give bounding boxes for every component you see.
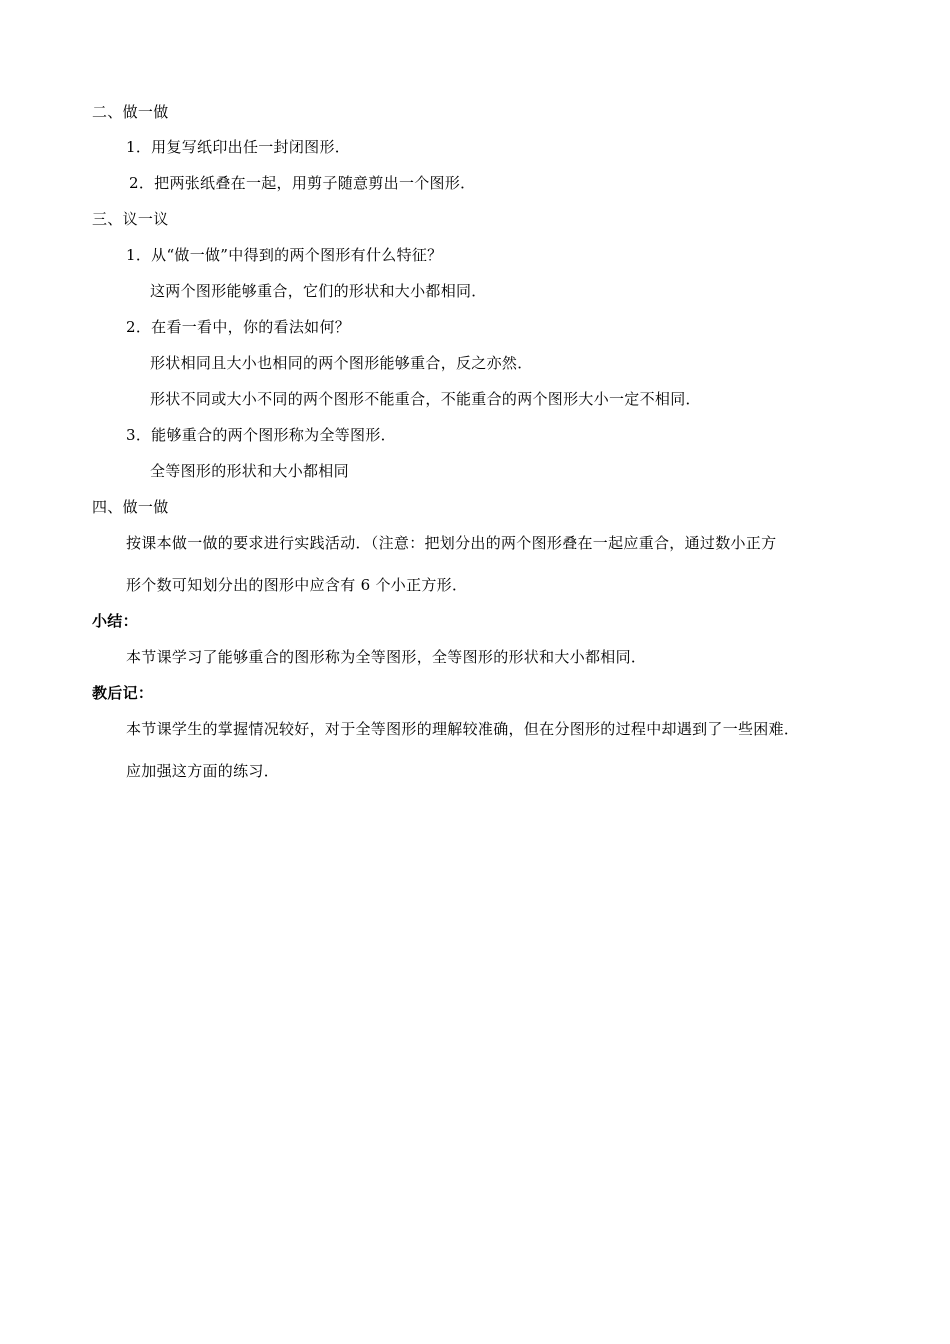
list-item: 1．用复写纸印出任一封闭图形．: [126, 138, 351, 156]
answer-text: 形状不同或大小不同的两个图形不能重合，不能重合的两个图形大小一定不相同．: [150, 390, 701, 408]
reflection-text: 应加强这方面的练习．: [126, 762, 280, 780]
paragraph-line: 形个数可知划分出的图形中应含有 6 个小正方形．: [126, 576, 468, 594]
answer-text: 全等图形的形状和大小都相同: [150, 462, 349, 480]
summary-heading: 小结：: [92, 612, 138, 630]
paragraph-line: 按课本做一做的要求进行实践活动．（注意：把划分出的两个图形叠在一起应重合，通过数小正方: [126, 534, 777, 552]
section-heading-zuoyizuo-2: 四、做一做: [92, 498, 169, 516]
answer-text: 形状相同且大小也相同的两个图形能够重合，反之亦然．: [150, 354, 533, 372]
question-item: 3．能够重合的两个图形称为全等图形．: [126, 426, 396, 444]
reflection-text: 本节课学生的掌握情况较好，对于全等图形的理解较准确，但在分图形的过程中却遇到了一些困难．: [126, 720, 800, 738]
question-item: 2．在看一看中，你的看法如何？: [126, 318, 351, 336]
question-item: 1．从“做一做”中得到的两个图形有什么特征？: [126, 246, 443, 264]
list-item: 2．把两张纸叠在一起，用剪子随意剪出一个图形．: [129, 174, 476, 192]
summary-text: 本节课学习了能够重合的图形称为全等图形，全等图形的形状和大小都相同．: [126, 648, 647, 666]
section-heading-yiyiyi: 三、议一议: [92, 210, 169, 228]
reflection-heading: 教后记：: [92, 684, 154, 702]
section-heading-zuoyizuo: 二、做一做: [92, 103, 169, 121]
answer-text: 这两个图形能够重合，它们的形状和大小都相同．: [150, 282, 487, 300]
